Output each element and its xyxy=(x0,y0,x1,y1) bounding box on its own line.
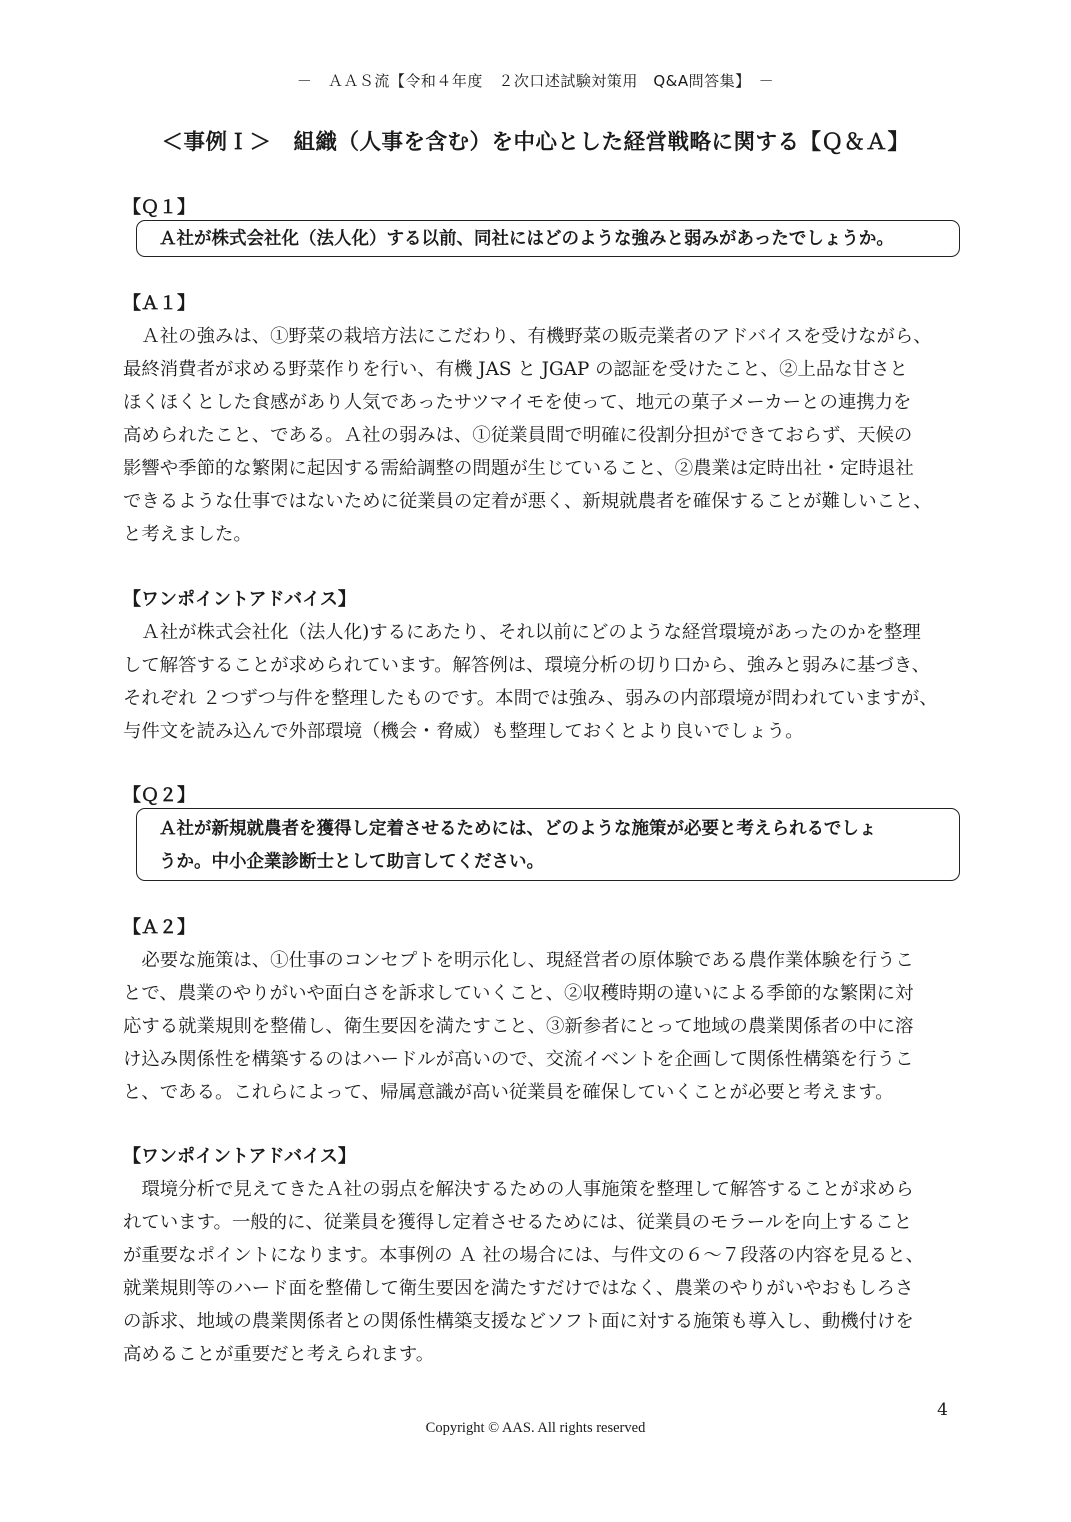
q1-question-box xyxy=(136,220,960,257)
advice1-line: それぞれ ２つずつ与件を整理したものです。本問では強み、弱みの内部環境が問われていますが、 xyxy=(123,688,938,709)
a2-answer xyxy=(123,944,949,1109)
advice2-text xyxy=(123,1173,949,1371)
advice1-text xyxy=(123,616,949,748)
q2-question-line: Ａ社が新規就農者を獲得し定着させるためには、どのような施策が必要と考えられるでしょ xyxy=(159,819,877,839)
a2-line: け込み関係性を構築するのはハードルが高いので、交流イベントを企画して関係性構築を行うこ xyxy=(123,1049,914,1070)
advice2-line: 就業規則等のハード面を整備して衛生要因を満たすだけではなく、農業のやりがいやおもしろさ xyxy=(123,1278,914,1299)
a1-line: 影響や季節的な繁閑に起因する需給調整の問題が生じていること、②農業は定時出社・定時退社 xyxy=(123,458,914,479)
a2-line: 必要な施策は、①仕事のコンセプトを明示化し、現経営者の原体験である農作業体験を行うこ xyxy=(123,950,914,971)
running-header: － ＡＡＳ流【令和４年度 ２次口述試験対策用 Q&A問答集】 － xyxy=(296,72,775,90)
a1-line: 最終消費者が求める野菜作りを行い、有機 JAS と JGAP の認証を受けたこと、②上品な甘さと xyxy=(123,359,908,380)
advice1-line: Ａ社が株式会社化（法人化)するにあたり、それ以前にどのような経営環境があったのかを整理 xyxy=(123,622,921,643)
copyright-notice: Copyright © AAS. All rights reserved xyxy=(425,1420,646,1436)
a1-label: 【Ａ１】 xyxy=(123,293,195,314)
advice2-label: 【ワンポイントアドバイス】 xyxy=(123,1146,356,1167)
a2-line: 応する就業規則を整備し、衛生要因を満たすこと、③新参者にとって地域の農業関係者の中に溶 xyxy=(123,1016,914,1037)
page-title: ＜事例Ｉ＞ 組織（人事を含む）を中心とした経営戦略に関する【Ｑ＆Ａ】 xyxy=(161,130,910,155)
a1-line: Ａ社の強みは、①野菜の栽培方法にこだわり、有機野菜の販売業者のアドバイスを受けながら、 xyxy=(123,326,932,347)
q2-label: 【Ｑ２】 xyxy=(123,785,195,806)
q2-question-box xyxy=(136,808,960,881)
advice2-line: 高めることが重要だと考えられます。 xyxy=(123,1344,435,1365)
advice1-line: して解答することが求められています。解答例は、環境分析の切り口から、強みと弱みに基づき、 xyxy=(123,655,930,676)
q2-question-line: うか。中小企業診断士として助言してください。 xyxy=(159,852,544,872)
q1-label: 【Ｑ１】 xyxy=(123,197,195,218)
a1-line: できるような仕事ではないために従業員の定着が悪く、新規就農者を確保することが難しいこと、 xyxy=(123,491,932,512)
advice2-line: 環境分析で見えてきたＡ社の弱点を解決するための人事施策を整理して解答することが求めら xyxy=(123,1179,914,1200)
advice1-label: 【ワンポイントアドバイス】 xyxy=(123,589,356,610)
page-number: 4 xyxy=(937,1400,948,1420)
advice1-line: 与件文を読み込んで外部環境（機会・脅威）も整理しておくとより良いでしょう。 xyxy=(123,721,804,742)
a1-answer xyxy=(123,320,949,551)
a1-line: 高められたこと、である。Ａ社の弱みは、①従業員間で明確に役割分担ができておらず、天候の xyxy=(123,425,913,446)
a2-line: と、である。これらによって、帰属意識が高い従業員を確保していくことが必要と考えます。 xyxy=(123,1082,894,1103)
a1-line: と考えました。 xyxy=(123,524,252,545)
advice2-line: れています。一般的に、従業員を獲得し定着させるためには、従業員のモラールを向上すること xyxy=(123,1212,912,1233)
a2-line: とで、農業のやりがいや面白さを訴求していくこと、②収穫時期の違いによる季節的な繁閑に対 xyxy=(123,983,914,1004)
q1-question-line: Ａ社が株式会社化（法人化）する以前、同社にはどのような強みと弱みがあったでしょうか。 xyxy=(159,229,894,249)
advice2-line: の訴求、地域の農業関係者との関係性構築支援などソフト面に対する施策も導入し、動機付けを xyxy=(123,1311,914,1332)
a1-line: ほくほくとした食感があり人気であったサツマイモを使って、地元の菓子メーカーとの連携力を xyxy=(123,392,912,413)
advice2-line: が重要なポイントになります。本事例の Ａ 社の場合には、与件文の６～７段落の内容を見ると、 xyxy=(123,1245,925,1266)
a2-label: 【Ａ２】 xyxy=(123,917,195,938)
